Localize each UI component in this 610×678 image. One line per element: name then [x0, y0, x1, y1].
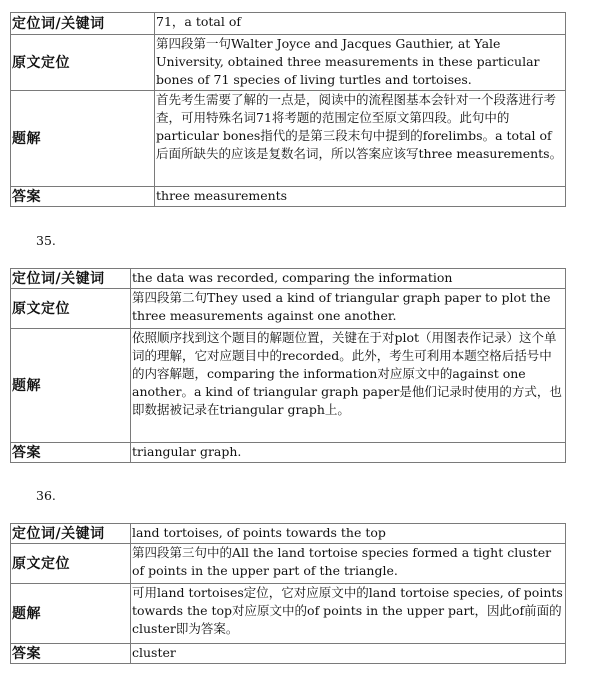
answer-label: 答案 [11, 443, 131, 463]
keyword-label: 定位词/关键词 [11, 524, 131, 544]
source-row [11, 544, 566, 584]
keyword-row [11, 524, 566, 544]
source-value: 第四段第二句They used a kind of triangular graph paper to plot the three measurements against one another. [131, 289, 566, 329]
answer-value: triangular graph. [131, 443, 566, 463]
explanation-value: 首先考生需要了解的一点是，阅读中的流程图基本会针对一个段落进行考查，可用特殊名词71将考题的范围定位至原文第四段。此句中的particular bones指代的是第三段末句中提到的forelimbs。a total of后面所缺失的应该是复数名词，所以答案应该写three measurements。 [155, 91, 566, 187]
qa-table-36 [10, 523, 566, 664]
answer-row [11, 187, 566, 207]
keyword-label: 定位词/关键词 [11, 13, 155, 35]
qa-table-34 [10, 12, 566, 207]
question-number-35: 35. [36, 233, 56, 248]
keyword-value: 71，a total of [155, 13, 566, 35]
explanation-row [11, 584, 566, 644]
source-label: 原文定位 [11, 544, 131, 584]
source-label: 原文定位 [11, 35, 155, 91]
answer-value: three measurements [155, 187, 566, 207]
explanation-row [11, 91, 566, 187]
qa-table-35 [10, 268, 566, 463]
keyword-value: land tortoises, of points towards the top [131, 524, 566, 544]
explanation-label: 题解 [11, 584, 131, 644]
explanation-value: 依照顺序找到这个题目的解题位置，关键在于对plot（用图表作记录）这个单词的理解，它对应题目中的recorded。此外，考生可利用本题空格后括号中的内容解题，comparing the information对应原文中的against one another。a kind of triangular graph paper是他们记录时使用的方式，也即数据被记录在triangular graph上。 [131, 329, 566, 443]
keyword-row [11, 269, 566, 289]
keyword-label: 定位词/关键词 [11, 269, 131, 289]
source-value: 第四段第一句Walter Joyce and Jacques Gauthier, at Yale University, obtained three measurements in these particular bones of 71 species of living turtles and tortoises. [155, 35, 566, 91]
keyword-value: the data was recorded, comparing the information [131, 269, 566, 289]
explanation-label: 题解 [11, 91, 155, 187]
explanation-row [11, 329, 566, 443]
source-row [11, 35, 566, 91]
keyword-row [11, 13, 566, 35]
answer-row [11, 644, 566, 664]
explanation-label: 题解 [11, 329, 131, 443]
answer-row [11, 443, 566, 463]
source-value: 第四段第三句中的All the land tortoise species formed a tight cluster of points in the upper part of the triangle. [131, 544, 566, 584]
source-label: 原文定位 [11, 289, 131, 329]
answer-value: cluster [131, 644, 566, 664]
answer-label: 答案 [11, 187, 155, 207]
question-number-36: 36. [36, 488, 56, 503]
source-row [11, 289, 566, 329]
explanation-value: 可用land tortoises定位，它对应原文中的land tortoise species, of points towards the top对应原文中的of points in the upper part，因此of前面的cluster即为答案。 [131, 584, 566, 644]
answer-label: 答案 [11, 644, 131, 664]
